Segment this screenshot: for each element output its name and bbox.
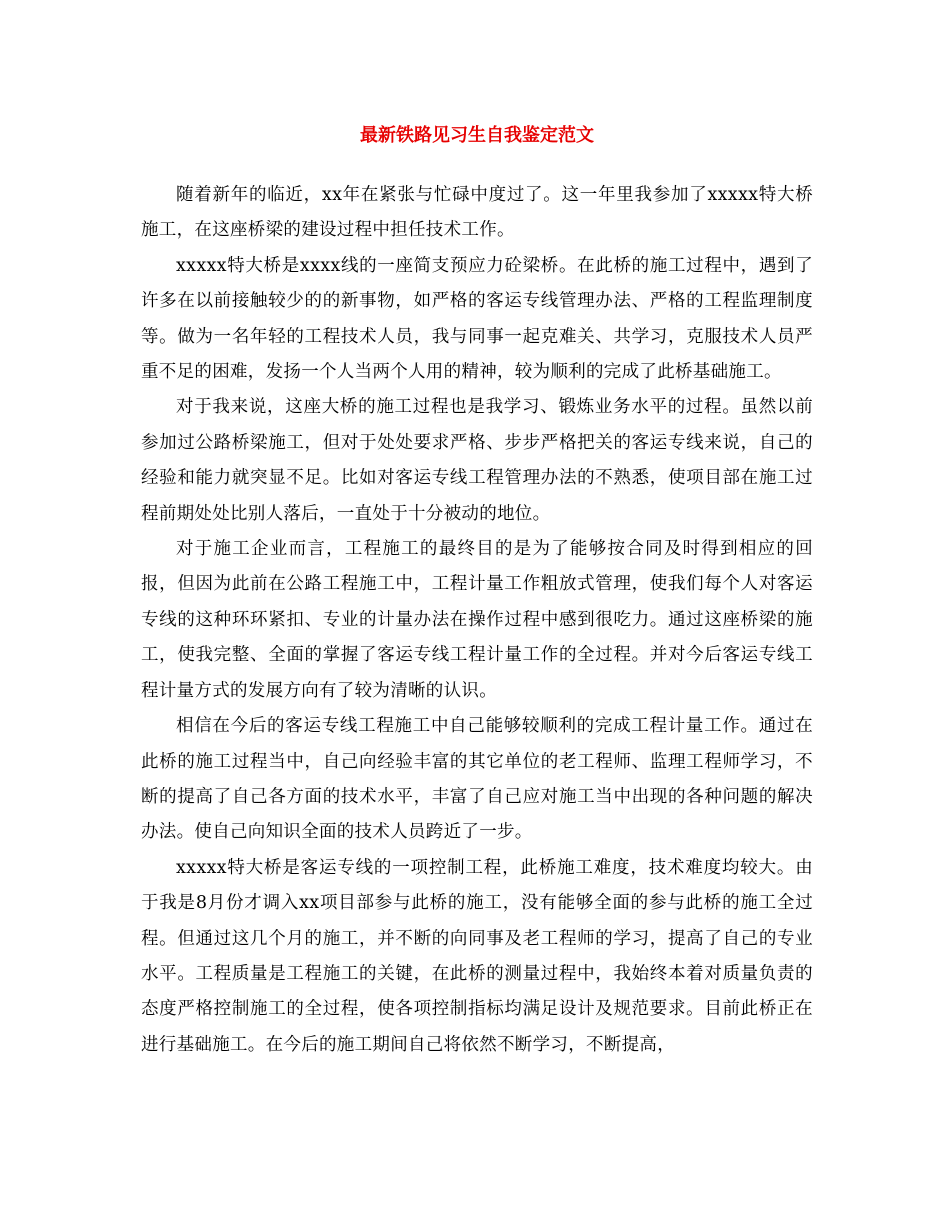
paragraph-6: xxxxx特大桥是客运专线的一项控制工程，此桥施工难度，技术难度均较大。由于我是8月份才调入xx项目部参与此桥的施工，没有能够全面的参与此桥的施工全过程。但通过这几个月的施工，并不断的向同事及老工程师的学习，提高了自己的专业水平。工程质量是工程施工的关键，在此桥的测量过程中，我始终本着对质量负责的态度严格控制施工的全过程，使各项控制指标均满足设计及规范要求。目前此桥正在进行基础施工。在今后的施工期间自己将依然不断学习，不断提高， <box>141 857 813 1055</box>
document-title: 最新铁路见习生自我鉴定范文 <box>360 125 594 146</box>
paragraph-5: 相信在今后的客运专线工程施工中自己能够较顺利的完成工程计量工作。通过在此桥的施工过程当中，自己向经验丰富的其它单位的老工程师、监理工程师学习，不断的提高了自己各方面的技术水平，丰富了自己应对施工当中出现的各种问题的解决办法。使自己向知识全面的技术人员跨近了一步。 <box>141 716 813 843</box>
paragraph-4: 对于施工企业而言，工程施工的最终目的是为了能够按合同及时得到相应的回报，但因为此前在公路工程施工中，工程计量工作粗放式管理，使我们每个人对客运专线的这种环环紧扣、专业的计量办法在操作过程中感到很吃力。通过这座桥梁的施工，使我完整、全面的掌握了客运专线工程计量工作的全过程。并对今后客运专线工程计量方式的发展方向有了较为清晰的认识。 <box>141 539 813 701</box>
paragraph-1: 随着新年的临近，xx年在紧张与忙碌中度过了。这一年里我参加了xxxxx特大桥施工，在这座桥梁的建设过程中担任技术工作。 <box>141 185 813 241</box>
document-page <box>141 118 813 1063</box>
paragraph-2: xxxxx特大桥是xxxx线的一座简支预应力砼梁桥。在此桥的施工过程中，遇到了许多在以前接触较少的的新事物，如严格的客运专线管理办法、严格的工程监理制度等。做为一名年轻的工程技术人员，我与同事一起克难关、共学习，克服技术人员严重不足的困难，发扬一个人当两个人用的精神，较为顺利的完成了此桥基础施工。 <box>141 255 813 383</box>
paragraph-3: 对于我来说，这座大桥的施工过程也是我学习、锻炼业务水平的过程。虽然以前参加过公路桥梁施工，但对于处处要求严格、步步严格把关的客运专线来说，自己的经验和能力就突显不足。比如对客运专线工程管理办法的不熟悉，使项目部在施工过程前期处处比别人落后，一直处于十分被动的地位。 <box>141 397 813 524</box>
